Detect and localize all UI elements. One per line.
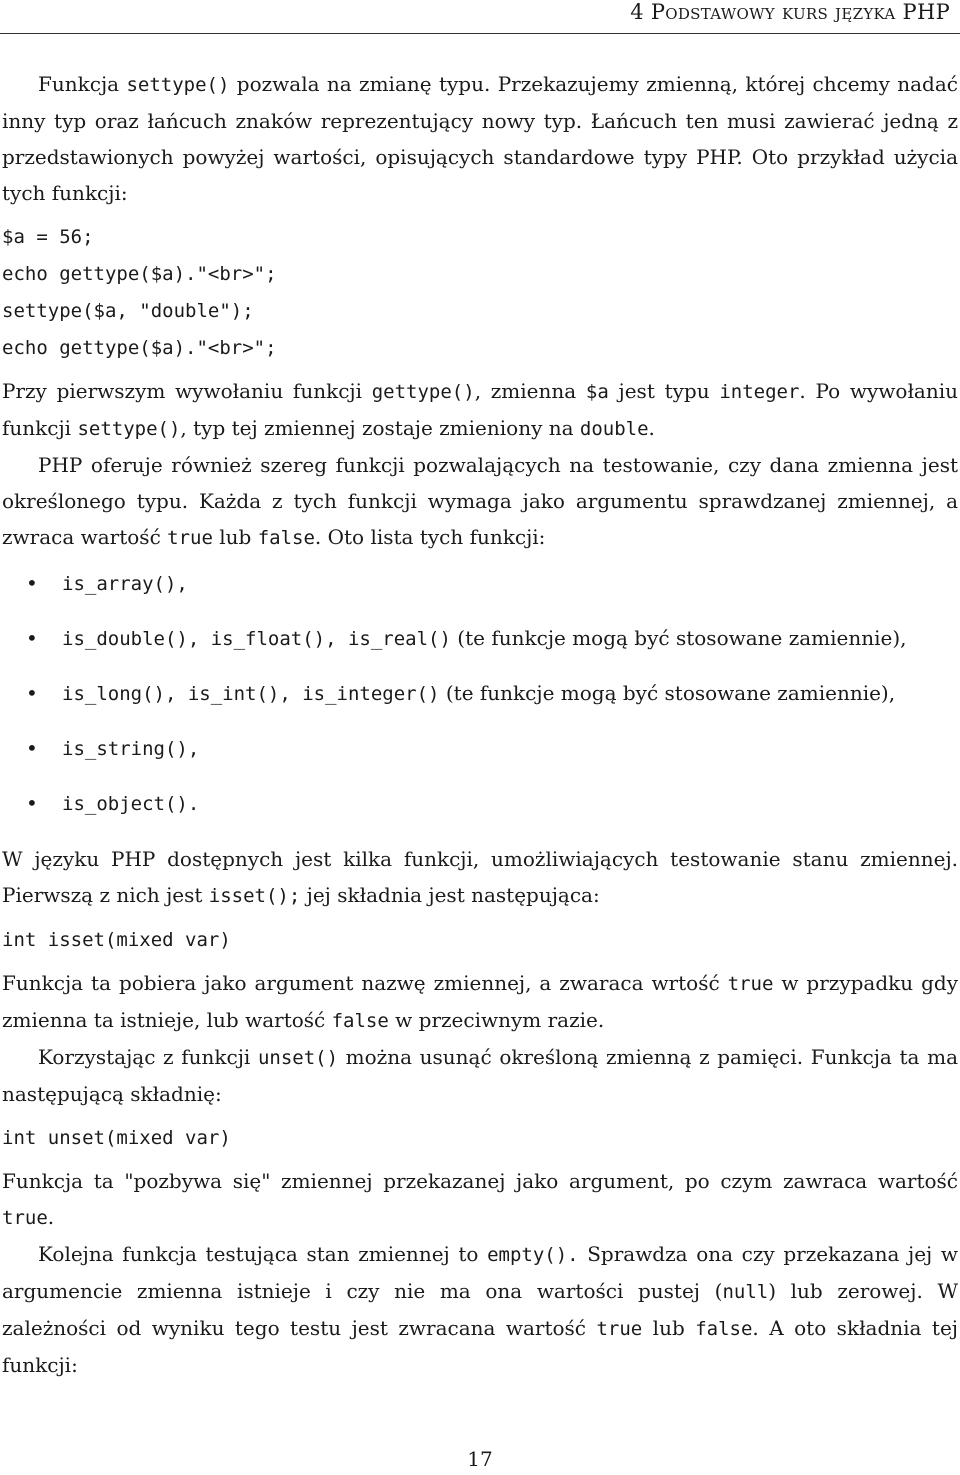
inline-code: settype() xyxy=(77,418,181,440)
header-rule xyxy=(0,33,960,34)
inline-code: isset(); xyxy=(208,885,301,907)
text-run: . xyxy=(648,416,655,440)
paragraph-explanation xyxy=(2,373,958,447)
inline-code: $a xyxy=(585,381,609,403)
function-list xyxy=(2,562,958,837)
code-line: settype($a, "double"); xyxy=(2,300,254,322)
inline-code: gettype() xyxy=(371,381,475,403)
inline-code: false xyxy=(331,1010,389,1032)
page-number: 17 xyxy=(467,1447,493,1471)
running-header xyxy=(0,0,960,34)
text-run: . Oto lista tych funkcji: xyxy=(314,525,546,549)
text-run: w przypadku gdy zmienna ta istnieje, lub wartość xyxy=(2,971,958,1032)
text-run: lub xyxy=(642,1316,696,1340)
text-run: . xyxy=(47,1205,55,1229)
text-run: PHP oferuje również szereg funkcji pozwalających na testowanie, czy dana zmienna jest określonego typu. Każda z tych funkcji wymaga jako argumentu sprawdzanej zmiennej, a zwraca wartość xyxy=(2,453,958,549)
text-run: Korzystając z funkcji xyxy=(38,1045,258,1069)
header-title: 4 Podstawowy kurs języka PHP xyxy=(630,0,950,24)
inline-code: null xyxy=(722,1281,769,1303)
paragraph-settype xyxy=(2,66,958,211)
paragraph-unset-desc xyxy=(2,1163,958,1236)
text-run: jest typu xyxy=(608,379,720,403)
text-run: , zmienna xyxy=(474,379,586,403)
code-line: echo gettype($a)."<br>"; xyxy=(2,263,277,285)
text-run: Sprawdza ona czy przekazana jej w argumencie zmienna istnieje i czy nie ma ona wartości pustej ( xyxy=(2,1242,958,1303)
inline-code: empty(). xyxy=(487,1244,579,1266)
inline-code: is_array(), xyxy=(62,573,188,595)
list-item xyxy=(2,672,958,727)
text-run: jej składnia jest następująca: xyxy=(300,883,600,907)
page-body xyxy=(2,66,958,1383)
code-block-example xyxy=(2,219,958,367)
code-block-isset xyxy=(2,922,958,959)
bullet-icon: • xyxy=(26,681,38,705)
list-item xyxy=(2,617,958,672)
inline-code: true xyxy=(167,527,213,549)
bullet-icon: • xyxy=(26,626,38,650)
list-item xyxy=(2,727,958,782)
code-line: int isset(mixed var) xyxy=(2,929,231,951)
code-block-unset xyxy=(2,1120,958,1157)
text-run: , typ tej zmiennej zostaje zmieniony na xyxy=(180,416,580,440)
paragraph-isset-intro xyxy=(2,841,958,914)
text-run: można usunąć określoną zmienną z pamięci. Funkcja ta ma następującą składnię: xyxy=(2,1045,958,1106)
text-run: Funkcja ta "pozbywa się" zmiennej przekazanej jako argument, po czym zawraca wartość xyxy=(2,1169,958,1193)
inline-code: true xyxy=(596,1318,643,1340)
text-run: . A oto składnia tej funkcji: xyxy=(2,1316,959,1377)
inline-code: false xyxy=(257,527,315,549)
bullet-icon: • xyxy=(26,791,38,815)
paragraph-unset-intro xyxy=(2,1039,958,1112)
inline-code: settype() xyxy=(126,74,230,96)
code-line: echo gettype($a)."<br>"; xyxy=(2,337,277,359)
text-run: w przeciwnym razie. xyxy=(388,1008,605,1032)
bullet-icon: • xyxy=(26,736,38,760)
paragraph-isset-desc xyxy=(2,965,958,1039)
text-run: Przy pierwszym wywołaniu funkcji xyxy=(2,379,372,403)
bullet-icon: • xyxy=(26,571,38,595)
inline-code: integer xyxy=(719,381,800,403)
text-run: W języku PHP dostępnych jest kilka funkcji, umożliwiających testowanie stanu zmiennej. Pierwszą z nich jest xyxy=(2,847,958,907)
code-line: $a = 56; xyxy=(2,226,94,248)
list-item xyxy=(2,782,958,837)
text-run: . Po wywołaniu funkcji xyxy=(2,379,959,440)
text-run: Kolejna funkcja testująca stan zmiennej to xyxy=(38,1242,488,1266)
text-run: pozwala na zmianę typu. Przekazujemy zmienną, której chcemy nadać inny typ oraz łańcuch znaków reprezentujący nowy typ. Łańcuch ten musi zawierać jedną z przedstawionych powyżej wartości, opisujących standardowe typy PHP. Oto przykład użycia tych funkcji: xyxy=(2,72,958,205)
text-run: (te funkcje mogą być stosowane zamiennie), xyxy=(450,626,907,650)
inline-code: true xyxy=(727,973,774,995)
code-line: int unset(mixed var) xyxy=(2,1127,231,1149)
inline-code: false xyxy=(695,1318,753,1340)
inline-code: unset() xyxy=(257,1047,339,1069)
inline-code: is_object(). xyxy=(62,793,200,815)
inline-code: true xyxy=(2,1207,48,1229)
paragraph-empty xyxy=(2,1236,958,1383)
text-run: Funkcja ta pobiera jako argument nazwę zmiennej, a zwaraca wrtość xyxy=(2,971,728,995)
text-run: (te funkcje mogą być stosowane zamiennie), xyxy=(439,681,896,705)
paragraph-type-tests xyxy=(2,447,958,556)
text-run: ) lub zerowej. W zależności od wyniku tego testu jest zwracana wartość xyxy=(2,1279,958,1340)
inline-code: double xyxy=(579,418,649,440)
inline-code: is_long(), is_int(), is_integer() xyxy=(62,683,440,705)
list-item xyxy=(2,562,958,617)
text-run: lub xyxy=(212,525,258,549)
inline-code: is_string(), xyxy=(62,738,200,760)
text-run: Funkcja xyxy=(38,72,127,96)
inline-code: is_double(), is_float(), is_real() xyxy=(62,628,451,650)
